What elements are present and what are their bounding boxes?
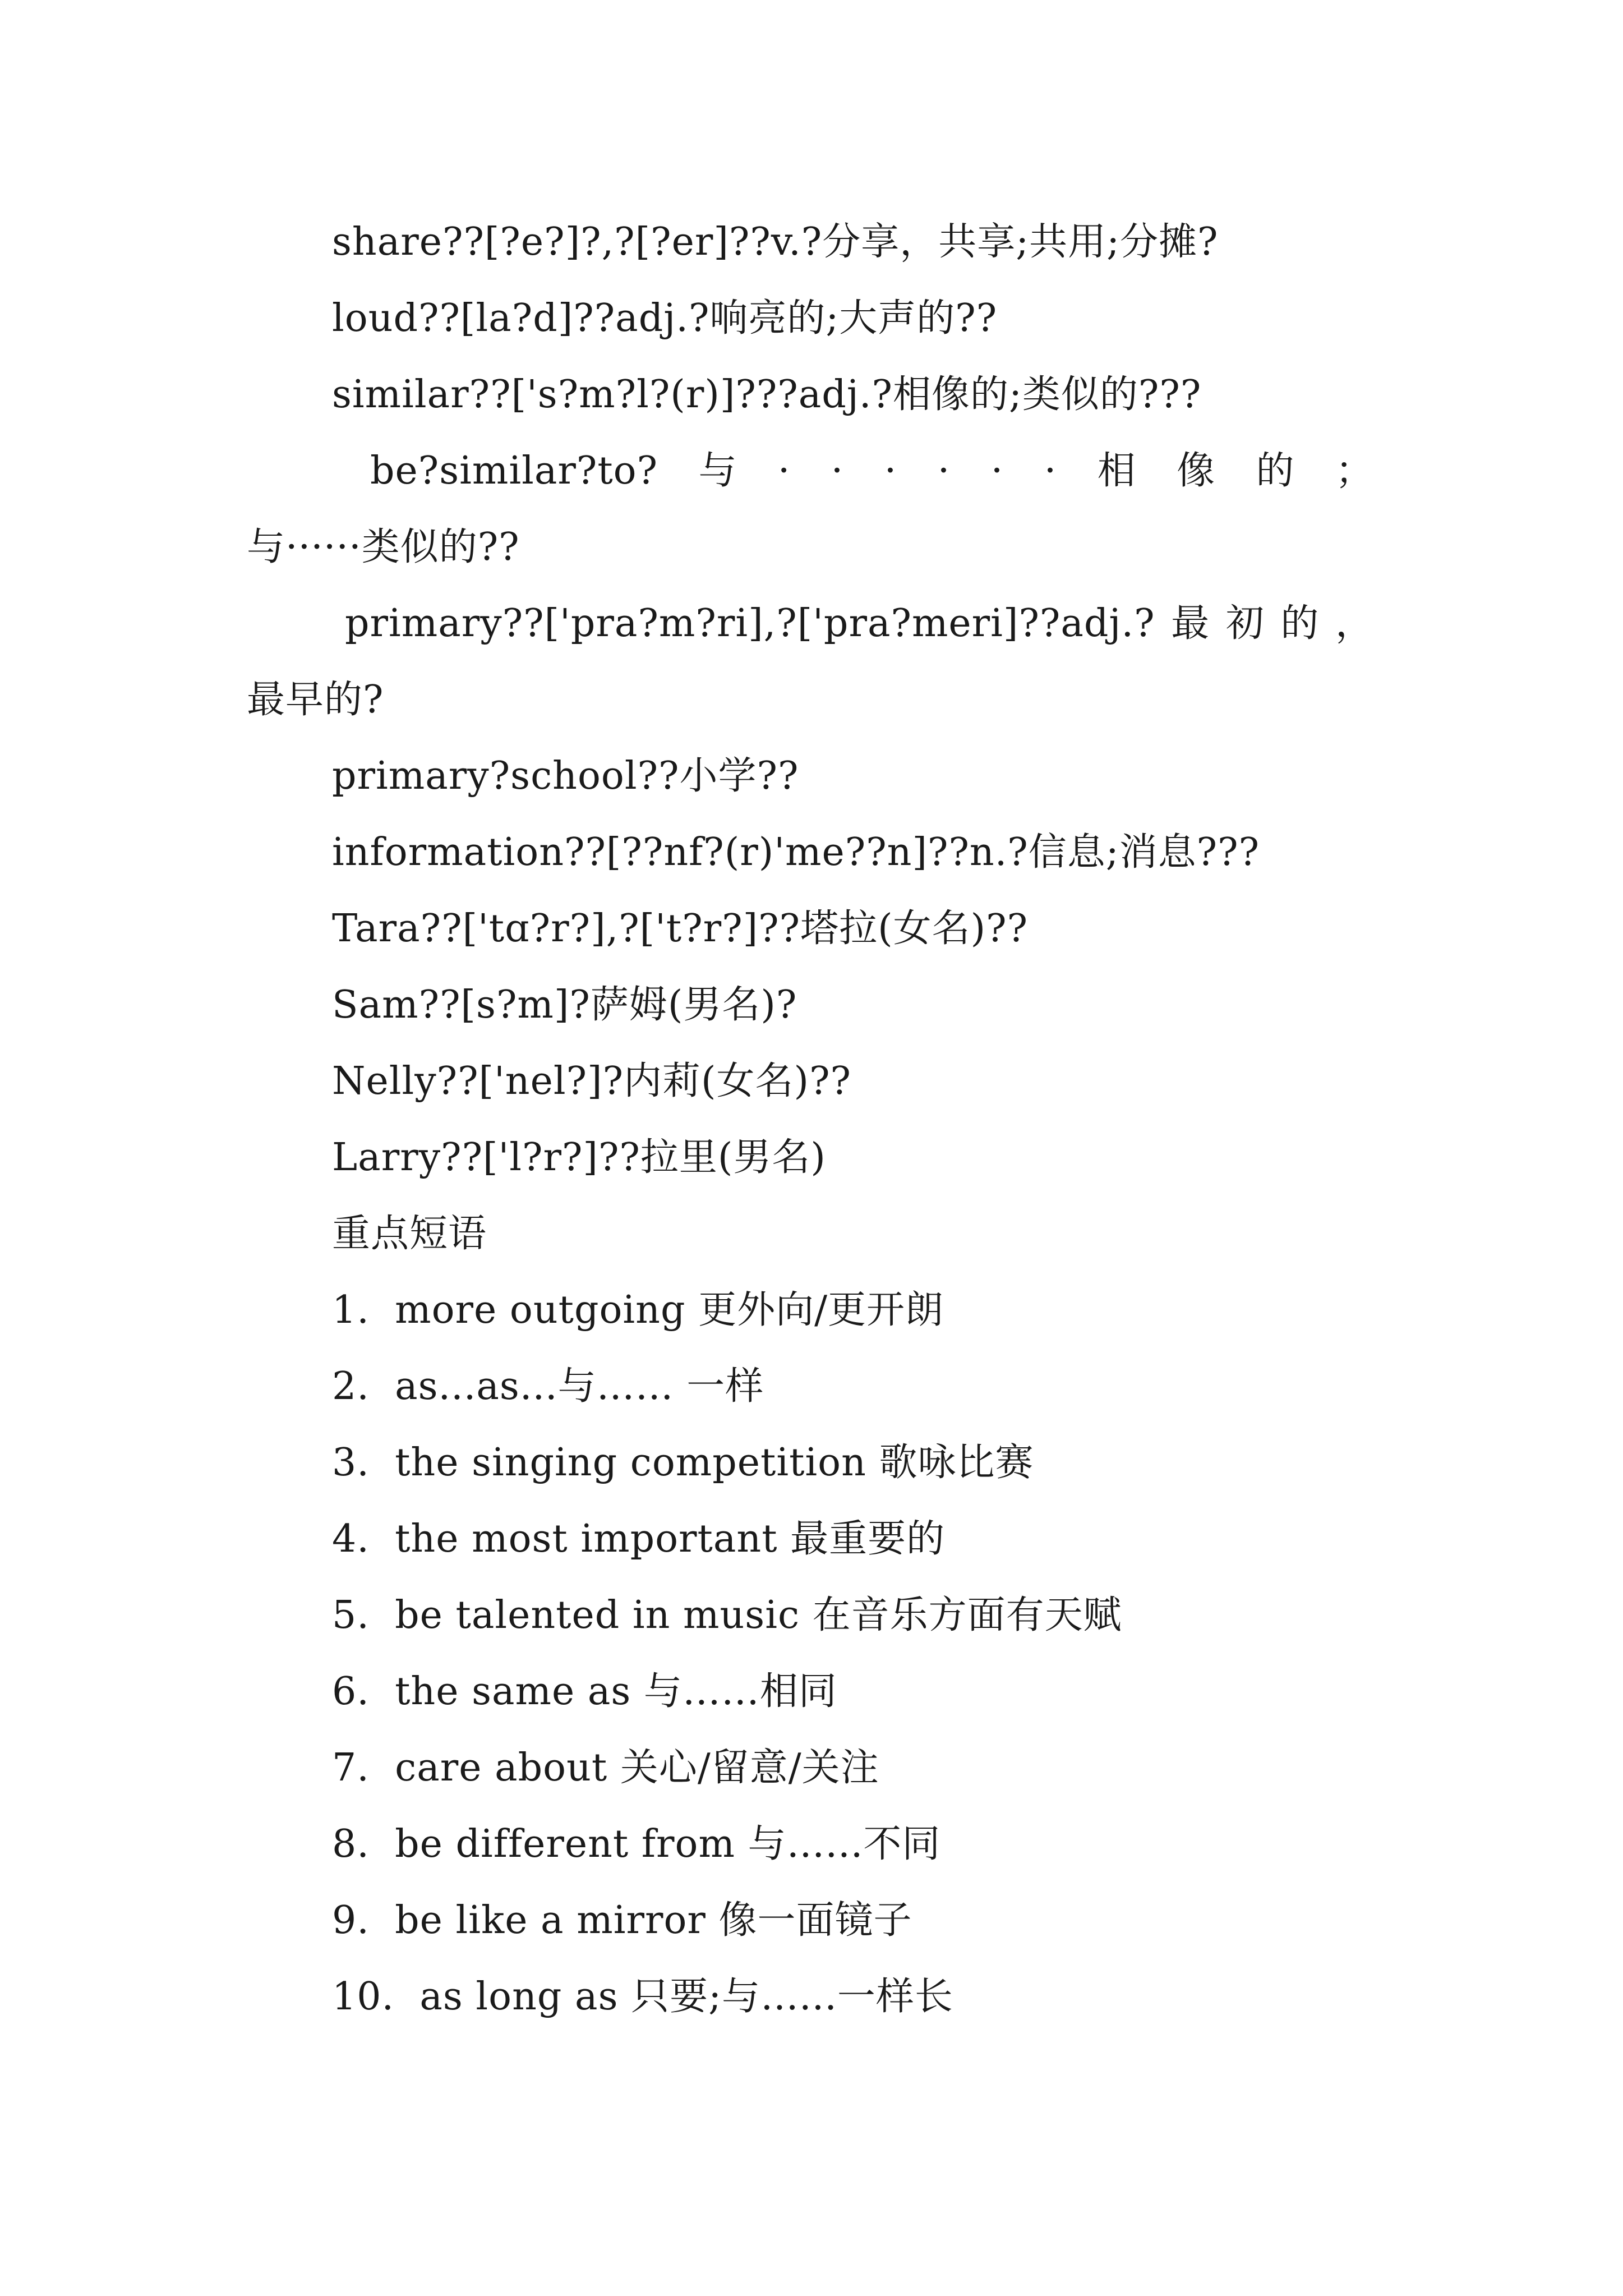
be-similar-to-term: be?similar?to? [370,449,658,493]
be-similar-to-dot: · [990,449,1004,493]
phrase-item: 5. be talented in music 在音乐方面有天赋 [332,1593,1122,1637]
primary-term: primary??['pra?m?ri],?['pra?meri]??adj.? [345,601,1155,646]
vocab-primary [345,601,1374,646]
phrase-item: 10. as long as 只要;与…...一样长 [332,1975,953,2019]
be-similar-to-dot: · [777,449,791,493]
vocab-primary-school: primary?school??小学?? [332,754,799,798]
primary-char: 的 [1280,601,1320,646]
be-similar-to-char: 的 [1256,449,1295,493]
vocab-loud: loud??[la?d]??adj.?响亮的;大声的?? [332,296,998,341]
primary-char: 最 [1171,601,1210,646]
phrase-item: 3. the singing competition 歌咏比赛 [332,1441,1034,1485]
phrase-item: 9. be like a mirror 像一面镜子 [332,1898,912,1943]
phrase-item: 1. more outgoing 更外向/更开朗 [332,1288,944,1332]
vocab-be-similar-to [370,449,1374,494]
phrase-item: 7. care about 关心/留意/关注 [332,1746,879,1790]
be-similar-to-char: 像 [1177,449,1216,493]
be-similar-to-char: 相 [1097,449,1136,493]
phrase-item: 6. the same as 与……相同 [332,1669,837,1714]
be-similar-to-dot: · [1044,449,1057,493]
be-similar-to-dot: · [831,449,844,493]
primary-char: ， [1335,601,1374,646]
vocab-larry: Larry??['l?r?]??拉里(男名) [332,1135,826,1180]
be-similar-to-dot: · [937,449,951,493]
be-similar-to-char: 与 [698,449,737,493]
phrases-heading: 重点短语 [332,1212,487,1256]
phrase-item: 2. as...as...与…… 一样 [332,1364,764,1409]
vocab-nelly: Nelly??['nel?]?内莉(女名)?? [332,1059,851,1103]
phrase-item: 4. the most important 最重要的 [332,1517,946,1561]
phrase-item: 8. be different from 与…...不同 [332,1822,941,1866]
vocab-information: information??[??nf?(r)'me??n]??n.?信息;消息??? [332,830,1260,875]
vocab-be-similar-to-continuation: 与······类似的?? [247,525,520,569]
vocab-primary-continuation: 最早的? [247,678,384,722]
be-similar-to-dot: · [884,449,897,493]
primary-char: 初 [1225,601,1265,646]
vocab-similar: similar??['s?m?l?(r)]???adj.?相像的;类似的??? [332,372,1202,417]
be-similar-to-char: ； [1335,449,1374,493]
vocab-sam: Sam??[s?m]?萨姆(男名)? [332,983,797,1027]
vocab-share: share??[?e?]?,?[?er]??v.?分享，共享;共用;分摊? [332,220,1219,264]
vocab-tara: Tara??['tɑ?r?],?['t?r?]??塔拉(女名)?? [332,907,1029,951]
